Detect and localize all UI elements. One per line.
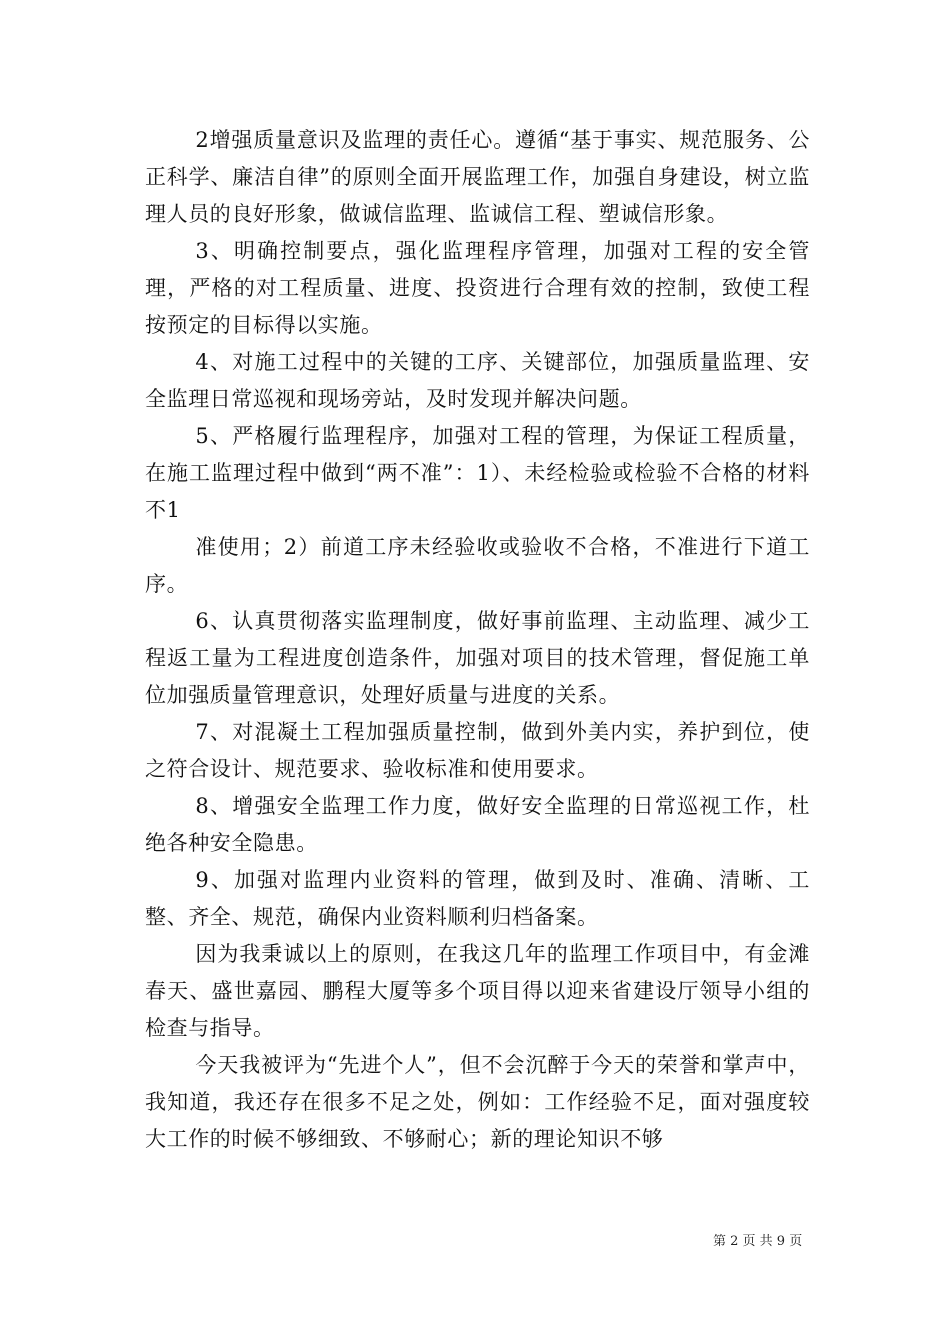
body-text	[145, 122, 810, 1158]
paragraph-internal-documents: 9、加强对监理内业资料的管理，做到及时、准确、清晰、工整、齐全、规范，确保内业资料顺利归档备案。	[145, 868, 810, 929]
paragraph-supervision-system: 6、认真贯彻落实监理制度，做好事前监理、主动监理、减少工程返工量为工程进度创造条件，加强对项目的技术管理，督促施工单位加强质量管理意识，处理好质量与进度的关系。	[145, 609, 810, 707]
page-number-footer: 第 2 页 共 9 页	[713, 1234, 803, 1249]
paragraph-two-prohibitions-continued: 准使用；2）前道工序未经验收或验收不合格，不准进行下道工序。	[145, 535, 810, 596]
paragraph-quality-awareness: 2增强质量意识及监理的责任心。遵循“基于事实、规范服务、公正科学、廉洁自律”的原则全面开展监理工作，加强自身建设，树立监理人员的良好形象，做诚信监理、监诚信工程、塑诚信形象。	[145, 128, 810, 226]
paragraph-advanced-individual: 今天我被评为“先进个人”，但不会沉醉于今天的荣誉和掌声中，我知道，我还存在很多不足之处，例如：工作经验不足，面对强度较大工作的时候不够细致、不够耐心；新的理论知识不够	[145, 1053, 810, 1151]
paragraph-projects: 因为我秉诚以上的原则，在我这几年的监理工作项目中，有金滩春天、盛世嘉园、鹏程大厦等多个项目得以迎来省建设厅领导小组的检查与指导。	[145, 942, 810, 1040]
paragraph-two-prohibitions: 5、严格履行监理程序，加强对工程的管理，为保证工程质量，在施工监理过程中做到“两不准”：1）、未经检验或检验不合格的材料不1	[145, 424, 810, 522]
paragraph-key-procedures: 4、对施工过程中的关键的工序、关键部位，加强质量监理、安全监理日常巡视和现场旁站，及时发现并解决问题。	[145, 350, 810, 411]
paragraph-safety-supervision: 8、增强安全监理工作力度，做好安全监理的日常巡视工作，杜绝各种安全隐患。	[145, 794, 810, 855]
paragraph-control-points: 3、明确控制要点，强化监理程序管理，加强对工程的安全管理，严格的对工程质量、进度、投资进行合理有效的控制，致使工程按预定的目标得以实施。	[145, 239, 810, 337]
paragraph-concrete-quality: 7、对混凝土工程加强质量控制，做到外美内实，养护到位，使之符合设计、规范要求、验收标准和使用要求。	[145, 720, 810, 781]
